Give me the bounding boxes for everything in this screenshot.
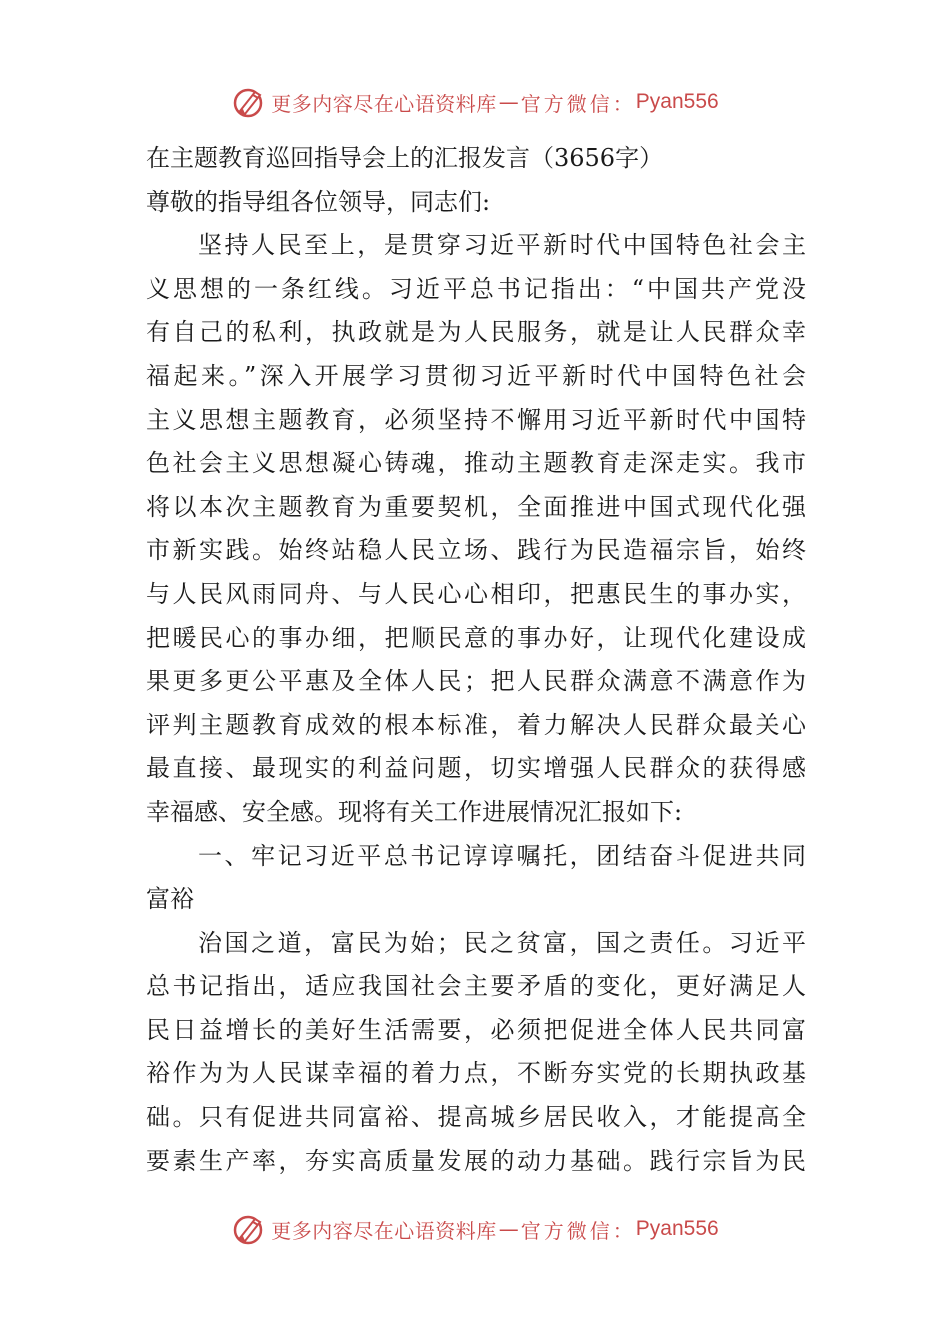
section-heading: 一、牢记习近平总书记谆谆嘱托，团结奋斗促进共同 (198, 841, 806, 870)
paragraph-line: 裕作为为人民谋幸福的着力点，不断夯实党的长期执政基 (146, 1059, 806, 1088)
banner-text: 更多内容尽在心语资料库 (271, 1218, 497, 1243)
paragraph-line: 民日益增长的美好生活需要，必须把促进全体人民共同富 (146, 1015, 806, 1044)
header-banner[interactable] (0, 82, 950, 122)
banner-separator: — (498, 1217, 519, 1241)
paragraph-line: 与人民风雨同舟、与人民心心相印，把惠民生的事办实， (146, 579, 806, 608)
paragraph-line: 市新实践。始终站稳人民立场、践行为民造福宗旨，始终 (146, 536, 806, 565)
footer-banner[interactable] (0, 1209, 950, 1249)
paragraph-line: 把暖民心的事办细，把顺民意的事办好，让现代化建设成 (146, 623, 806, 652)
paragraph-line: 要素生产率，夯实高质量发展的动力基础。践行宗旨为民 (146, 1146, 806, 1175)
paragraph-line: 将以本次主题教育为重要契机，全面推进中国式现代化强 (146, 492, 806, 521)
pen-logo-icon (231, 1211, 267, 1247)
paragraph-line: 治国之道，富民为始；民之贫富，国之责任。习近平 (198, 928, 806, 957)
banner-text: 更多内容尽在心语资料库 (271, 91, 497, 116)
paragraph-line: 坚持人民至上，是贯穿习近平新时代中国特色社会主 (198, 231, 806, 260)
paragraph-line: 础。只有促进共同富裕、提高城乡居民收入，才能提高全 (146, 1103, 806, 1132)
banner-label: 官方微信： (520, 91, 636, 116)
paragraph-line: 福起来。”深入开展学习贯彻习近平新时代中国特色社会 (146, 361, 806, 390)
document-title: 在主题教育巡回指导会上的汇报发言（3656字） (146, 144, 664, 172)
paragraph-line: 义思想的一条红线。习近平总书记指出：“中国共产党没 (146, 274, 806, 303)
paragraph-line: 主义思想主题教育，必须坚持不懈用习近平新时代中国特 (146, 405, 806, 434)
salutation: 尊敬的指导组各位领导，同志们: (146, 187, 491, 216)
section-heading: 富裕 (146, 885, 194, 914)
banner-wechat-id: Pyan556 (635, 90, 719, 113)
banner-wechat-id: Pyan556 (635, 1217, 719, 1240)
paragraph-line: 果更多更公平惠及全体人民；把人民群众满意不满意作为 (146, 667, 806, 696)
pen-logo-icon (231, 84, 267, 120)
paragraph-line: 评判主题教育成效的根本标准，着力解决人民群众最关心 (146, 710, 806, 739)
paragraph-line: 色社会主义思想凝心铸魂，推动主题教育走深走实。我市 (146, 449, 806, 478)
banner-label: 官方微信： (520, 1218, 636, 1243)
document-body (146, 137, 806, 1183)
paragraph-line: 最直接、最现实的利益问题，切实增强人民群众的获得感 (146, 754, 806, 783)
banner-separator: — (498, 90, 519, 114)
paragraph-line: 幸福感、安全感。现将有关工作进展情况汇报如下: (146, 797, 683, 826)
paragraph-line: 有自己的私利，执政就是为人民服务，就是让人民群众幸 (146, 318, 806, 347)
paragraph-line: 总书记指出，适应我国社会主要矛盾的变化，更好满足人 (146, 972, 806, 1001)
